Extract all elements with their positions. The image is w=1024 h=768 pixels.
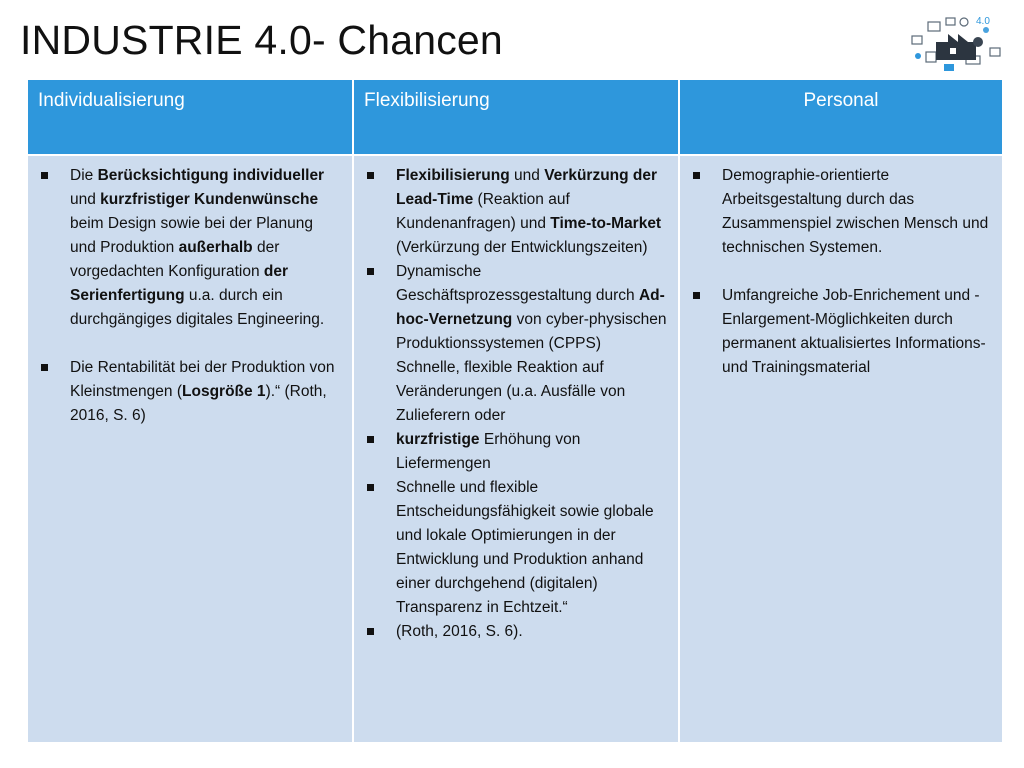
bullet-square-icon [367,436,374,443]
logo-label: 4.0 [976,16,990,27]
header-flexibilisierung: Flexibilisierung [354,80,678,156]
list-item: Die Berücksichtigung individueller und kurzfristiger Kundenwünsche beim Design sowie bei der Planung und Produktion außerhalb der vorgedachten Konfiguration der Serienfertigung u.a. durch ein durchgängiges digitales Engineering. [38,164,342,332]
header-personal: Personal [680,80,1002,156]
comparison-table [26,80,1004,742]
list-item: (Roth, 2016, S. 6). [364,620,668,644]
list-item: Die Rentabilität bei der Produktion von Kleinstmengen (Losgröße 1).“ (Roth, 2016, S. 6) [38,356,342,428]
list-item: Dynamische Geschäftsprozessgestaltung durch Ad-hoc-Vernetzung von cyber-physischen Produktionssystemen (CPPS) Schnelle, flexible Reaktion auf Veränderungen (u.a. Ausfälle von Zulieferern oder [364,260,668,428]
cell-flexibilisierung [354,156,678,742]
list-item: Umfangreiche Job-Enrichement und -Enlargement-Möglichkeiten durch permanent aktualisiertes Informations- und Trainingsmaterial [690,284,992,380]
list-item: Flexibilisierung und Verkürzung der Lead-Time (Reaktion auf Kundenanfragen) und Time-to-Market (Verkürzung der Entwicklungszeiten) [364,164,668,260]
bullet-square-icon [41,364,48,371]
bullet-square-icon [693,172,700,179]
slide-title: INDUSTRIE 4.0- Chancen [20,17,503,63]
bullet-square-icon [367,484,374,491]
bullet-square-icon [367,172,374,179]
bullet-square-icon [693,292,700,299]
bullet-square-icon [367,628,374,635]
bullet-square-icon [41,172,48,179]
header-individualisierung: Individualisierung [28,80,352,156]
bullet-square-icon [367,268,374,275]
content-row [28,156,1002,742]
list-item: Demographie-orientierte Arbeitsgestaltung durch das Zusammenspiel zwischen Mensch und technischen Systemen. [690,164,992,260]
cell-individualisierung [28,156,352,742]
header-row [28,80,1002,156]
industry-4-0-logo [906,12,1006,74]
list-item: kurzfristige Erhöhung von Liefermengen [364,428,668,476]
list-item: Schnelle und flexible Entscheidungsfähigkeit sowie globale und lokale Optimierungen in der Entwicklung und Produktion anhand einer durchgehend (digitalen) Transparenz in Echtzeit.“ [364,476,668,620]
cell-personal [680,156,1002,742]
